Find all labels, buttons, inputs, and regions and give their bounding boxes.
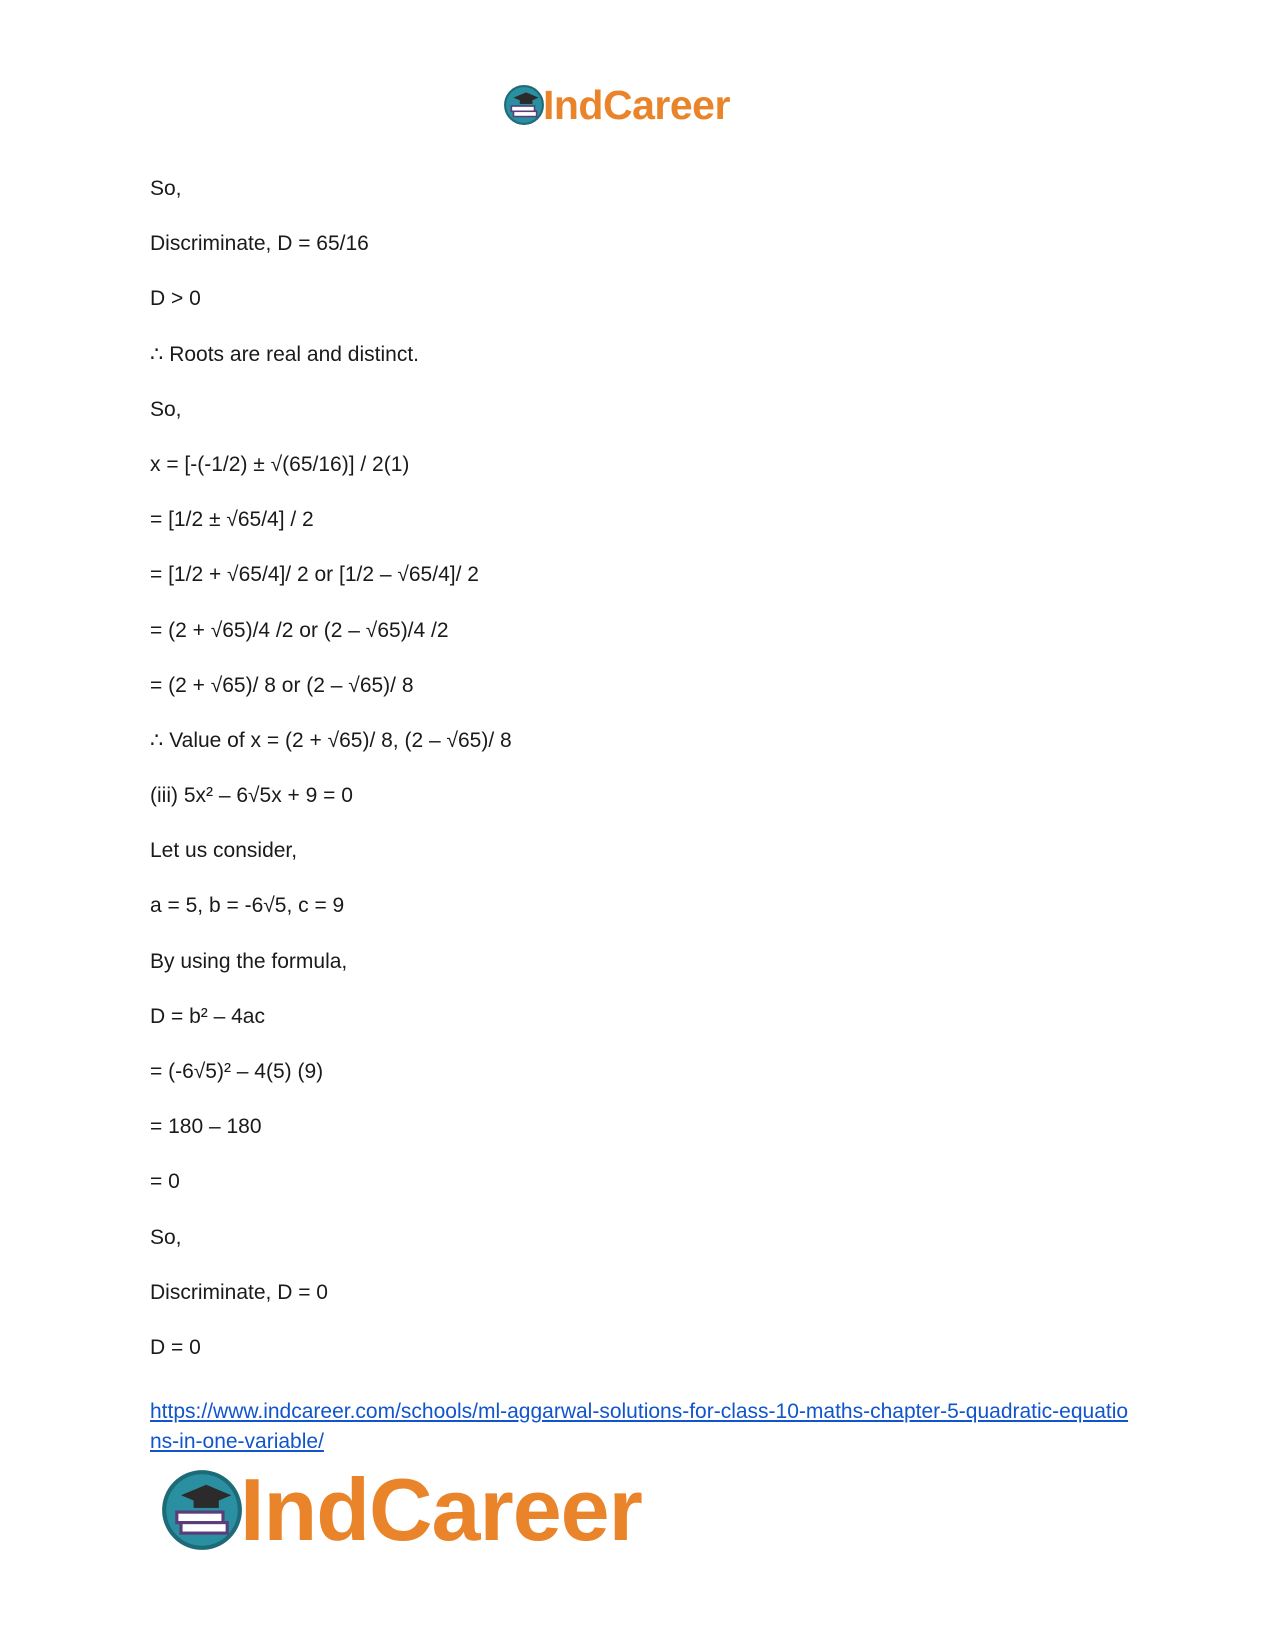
text-line: = [1/2 + √65/4]/ 2 or [1/2 – √65/4]/ 2	[150, 563, 479, 587]
solution-text	[150, 176, 1150, 1390]
text-line: a = 5, b = -6√5, c = 9	[150, 894, 345, 918]
header-logo-text: IndCareer	[543, 81, 730, 128]
text-line: Discriminate, D = 0	[150, 1280, 328, 1304]
globe-books-icon	[503, 84, 545, 126]
text-line: (iii) 5x² – 6√5x + 9 = 0	[150, 784, 353, 808]
text-line: Discriminate, D = 65/16	[150, 232, 369, 256]
text-line: x = [-(-1/2) ± √(65/16)] / 2(1)	[150, 452, 410, 476]
text-line: By using the formula,	[150, 949, 348, 973]
text-line: = (2 + √65)/ 8 or (2 – √65)/ 8	[150, 673, 414, 697]
text-line: So,	[150, 1225, 182, 1249]
text-line: D = b² – 4ac	[150, 1004, 265, 1028]
text-line: Let us consider,	[150, 839, 298, 863]
text-line: = 0	[150, 1170, 180, 1194]
header-logo	[503, 80, 730, 130]
text-line: = 180 – 180	[150, 1115, 262, 1139]
footer-logo	[160, 1462, 642, 1558]
text-line: D > 0	[150, 287, 201, 311]
text-line: = (2 + √65)/4 /2 or (2 – √65)/4 /2	[150, 618, 449, 642]
text-line: ∴ Value of x = (2 + √65)/ 8, (2 – √65)/ 8	[150, 728, 512, 752]
text-line: = (-6√5)² – 4(5) (9)	[150, 1060, 324, 1083]
text-line: D = 0	[150, 1335, 201, 1359]
footer-logo-text: IndCareer	[240, 1460, 642, 1559]
text-line: So,	[150, 177, 182, 200]
text-line: = [1/2 ± √65/4] / 2	[150, 508, 314, 532]
text-line: ∴ Roots are real and distinct.	[150, 342, 419, 366]
source-link[interactable]: https://www.indcareer.com/schools/ml-aggarwal-solutions-for-class-10-maths-chapter-5-quadratic-equations-in-one-variable/	[150, 1400, 1129, 1453]
globe-books-icon	[160, 1468, 244, 1552]
text-line: So,	[150, 397, 182, 421]
